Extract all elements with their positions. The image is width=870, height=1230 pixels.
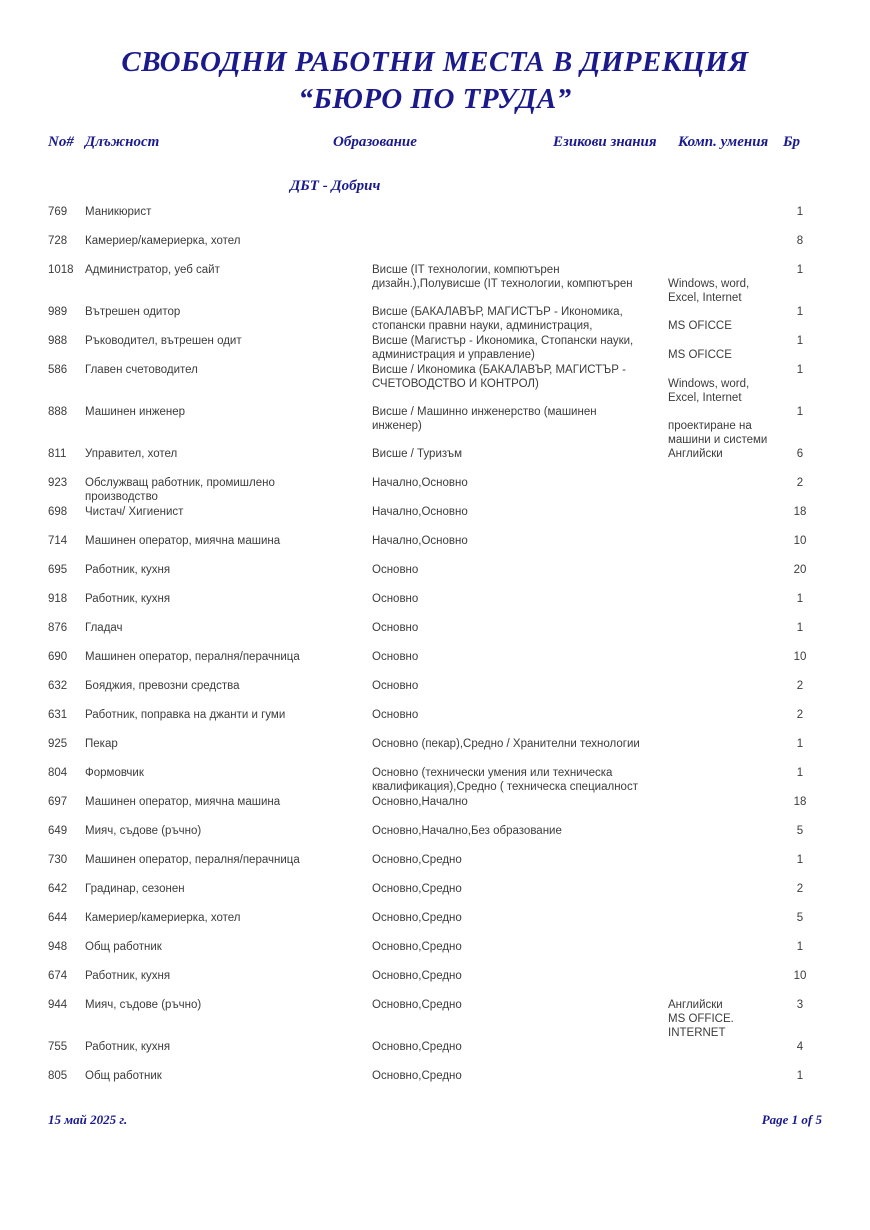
table-header-row (48, 134, 822, 154)
row-count: 1 (796, 738, 804, 750)
row-position-line: Машинен инженер (85, 406, 186, 418)
column-header-no: No# (48, 134, 74, 150)
footer-date: 15 май 2025 г. (48, 1112, 128, 1127)
table-row (48, 911, 822, 940)
column-header-computer: Комп. умения (678, 134, 769, 150)
column-header-languages: Езикови знания (553, 134, 657, 150)
row-no: 988 (48, 335, 68, 347)
row-education-line: Основно,Средно (372, 1070, 462, 1082)
row-education-line: Начално,Основно (372, 477, 468, 489)
row-no: 923 (48, 477, 68, 489)
row-computer-skills-line: INTERNET (668, 1027, 726, 1039)
row-position (85, 853, 372, 867)
row-count: 5 (796, 825, 804, 837)
row-education-line: Основно (пекар),Средно / Хранителни технологии (372, 738, 640, 750)
section-title: ДБТ - Добрич (290, 178, 381, 194)
row-no: 698 (48, 506, 68, 518)
row-education (372, 882, 668, 896)
table-row (48, 563, 822, 592)
row-no: 674 (48, 970, 68, 982)
row-position-line: Машинен оператор, пералня/перачница (85, 651, 300, 663)
row-education-line: Основно,Средно (372, 1041, 462, 1053)
row-count: 18 (793, 506, 807, 518)
row-count: 2 (796, 680, 804, 692)
row-education-line: Висше (БАКАЛАВЪР, МАГИСТЪР - Икономика, (372, 306, 623, 318)
row-education-line: Основно (372, 709, 419, 721)
row-position-line: Машинен оператор, пералня/перачница (85, 854, 300, 866)
table-row (48, 650, 822, 679)
row-skills-spacer (668, 363, 780, 377)
row-count: 6 (796, 448, 804, 460)
row-computer-skills-line: MS OFICCE (668, 349, 732, 361)
row-count: 10 (793, 535, 807, 547)
table-row (48, 708, 822, 737)
row-position (85, 766, 372, 780)
row-position-line: Мияч, съдове (ръчно) (85, 999, 202, 1011)
row-education-line: Висше / Туризъм (372, 448, 462, 460)
row-count: 18 (793, 796, 807, 808)
page-title-line-2: “БЮРО ПО ТРУДА” (298, 83, 572, 115)
row-no: 730 (48, 854, 68, 866)
column-header-education: Образование (333, 134, 417, 150)
row-no: 805 (48, 1070, 68, 1082)
table-row (48, 679, 822, 708)
row-position-line: Работник, кухня (85, 593, 171, 605)
row-education (372, 563, 668, 577)
row-no: 876 (48, 622, 68, 634)
row-computer-skills-line: Excel, Internet (668, 392, 742, 404)
row-count: 3 (796, 999, 804, 1011)
row-skills-spacer (668, 263, 780, 277)
row-education-line: СЧЕТОВОДСТВО И КОНТРОЛ) (372, 378, 539, 390)
row-count: 4 (796, 1041, 804, 1053)
row-education (372, 305, 668, 333)
row-position-line: Маникюрист (85, 206, 152, 218)
row-education-line: Основно,Средно (372, 941, 462, 953)
row-position (85, 1040, 372, 1054)
row-position-line: Работник, кухня (85, 970, 171, 982)
row-position (85, 679, 372, 693)
row-education-line: Основно (372, 622, 419, 634)
row-position-line: Камериер/камериерка, хотел (85, 235, 241, 247)
table-row (48, 305, 822, 334)
row-skills (668, 998, 780, 1040)
row-education-line: Основно,Начално,Без образование (372, 825, 562, 837)
row-education-line: Основно,Средно (372, 999, 462, 1011)
row-position-line: Управител, хотел (85, 448, 178, 460)
row-education (372, 969, 668, 983)
row-no: 644 (48, 912, 68, 924)
page-title-line-1: СВОБОДНИ РАБОТНИ МЕСТА В ДИРЕКЦИЯ (121, 46, 749, 78)
row-count: 2 (796, 709, 804, 721)
row-count: 5 (796, 912, 804, 924)
row-skills (668, 263, 780, 305)
row-computer-skills-line: Windows, word, (668, 378, 750, 390)
row-education (372, 679, 668, 693)
row-education (372, 911, 668, 925)
row-count: 10 (793, 651, 807, 663)
row-skills-spacer (668, 405, 780, 419)
row-count: 8 (796, 235, 804, 247)
row-education-line: дизайн.),Полувисше (IT технологии, компютърен (372, 278, 633, 290)
row-count: 1 (796, 941, 804, 953)
row-no: 811 (48, 448, 67, 460)
row-education (372, 1069, 668, 1083)
table-row (48, 795, 822, 824)
table-row (48, 263, 822, 305)
row-position-line: Общ работник (85, 1070, 162, 1082)
row-no: 989 (48, 306, 68, 318)
row-position-line: Обслужващ работник, промишлено (85, 477, 275, 489)
row-position (85, 205, 372, 219)
table-row (48, 998, 822, 1040)
row-education (372, 940, 668, 954)
row-position (85, 263, 372, 277)
row-education-line: стопански правни науки, администрация, (372, 320, 593, 332)
table-row (48, 476, 822, 505)
row-education (372, 621, 668, 635)
row-education (372, 505, 668, 519)
row-position-line: Общ работник (85, 941, 162, 953)
row-position-line: Работник, кухня (85, 1041, 171, 1053)
table-row (48, 363, 822, 405)
row-computer-skills-line: машини и системи (668, 434, 768, 446)
row-computer-skills-line: Excel, Internet (668, 292, 742, 304)
row-position (85, 940, 372, 954)
row-skills (668, 405, 780, 447)
row-count: 2 (796, 477, 804, 489)
row-position-line: Администратор, уеб сайт (85, 264, 220, 276)
row-count: 1 (796, 406, 804, 418)
row-count: 1 (796, 767, 804, 779)
row-no: 642 (48, 883, 68, 895)
table-row (48, 621, 822, 650)
row-position (85, 824, 372, 838)
row-skills (668, 363, 780, 405)
row-count: 2 (796, 883, 804, 895)
row-education-line: Основно (372, 564, 419, 576)
table-row (48, 334, 822, 363)
row-education-line: квалификация),Средно ( техническа специалност (372, 781, 638, 793)
table-row (48, 737, 822, 766)
row-position (85, 592, 372, 606)
row-position (85, 998, 372, 1012)
row-position-line: Бояджия, превозни средства (85, 680, 240, 692)
row-education (372, 334, 668, 362)
row-no: 769 (48, 206, 68, 218)
table-row (48, 205, 822, 234)
row-count: 1 (796, 622, 804, 634)
table-row (48, 405, 822, 447)
row-position-line: Камериер/камериерка, хотел (85, 912, 241, 924)
row-education-line: Основно (372, 593, 419, 605)
row-education (372, 853, 668, 867)
row-no: 714 (48, 535, 68, 547)
row-position-line: Мияч, съдове (ръчно) (85, 825, 202, 837)
row-position (85, 737, 372, 751)
row-computer-skills-line: Windows, word, (668, 278, 750, 290)
row-position-line: Чистач/ Хигиенист (85, 506, 184, 518)
row-position (85, 650, 372, 664)
row-position (85, 911, 372, 925)
row-position-line: Вътрешен одитор (85, 306, 181, 318)
row-education (372, 998, 668, 1012)
row-position (85, 708, 372, 722)
row-no: 948 (48, 941, 68, 953)
row-position (85, 234, 372, 248)
row-position-line: Работник, поправка на джанти и гуми (85, 709, 286, 721)
column-header-count: Бр (783, 134, 801, 150)
row-position-line: Формовчик (85, 767, 144, 779)
row-count: 1 (796, 1070, 804, 1082)
table-row (48, 969, 822, 998)
row-education (372, 476, 668, 490)
row-position-line: Работник, кухня (85, 564, 171, 576)
row-no: 631 (48, 709, 68, 721)
row-position (85, 1069, 372, 1083)
row-no: 944 (48, 999, 68, 1011)
row-education-line: Основно,Средно (372, 883, 462, 895)
row-skills (668, 305, 780, 333)
table-body (48, 205, 822, 1098)
row-position (85, 534, 372, 548)
row-computer-skills-line: MS OFFICE. (668, 1013, 734, 1025)
row-education-line: Висше / Икономика (БАКАЛАВЪР, МАГИСТЪР - (372, 364, 626, 376)
row-no: 804 (48, 767, 68, 779)
row-no: 690 (48, 651, 68, 663)
row-education-line: Висше (Магистър - Икономика, Стопански науки, (372, 335, 634, 347)
row-position (85, 505, 372, 519)
table-row (48, 592, 822, 621)
row-education-line: Основно,Средно (372, 854, 462, 866)
row-position (85, 447, 372, 461)
row-education-line: Висше / Машинно инженерство (машинен (372, 406, 597, 418)
row-computer-skills-line: MS OFICCE (668, 320, 732, 332)
row-education (372, 592, 668, 606)
row-education (372, 1040, 668, 1054)
row-no: 649 (48, 825, 68, 837)
row-skills-spacer (668, 334, 780, 348)
row-education-line: инженер) (372, 420, 422, 432)
row-education-line: Основно (технически умения или техническа (372, 767, 613, 779)
row-education (372, 650, 668, 664)
row-position-line: Градинар, сезонен (85, 883, 185, 895)
row-count: 1 (796, 335, 804, 347)
row-education (372, 534, 668, 548)
row-education-line: администрация и управление) (372, 349, 535, 361)
row-position (85, 621, 372, 635)
row-education-line: Висше (IT технологии, компютърен (372, 264, 560, 276)
row-position (85, 563, 372, 577)
row-position (85, 795, 372, 809)
row-position (85, 305, 372, 319)
table-row (48, 1069, 822, 1098)
table-row (48, 234, 822, 263)
row-education (372, 708, 668, 722)
row-position (85, 969, 372, 983)
row-education-line: Основно (372, 680, 419, 692)
row-count: 1 (796, 854, 804, 866)
row-education-line: Начално,Основно (372, 535, 468, 547)
row-education (372, 824, 668, 838)
row-no: 755 (48, 1041, 68, 1053)
row-count: 1 (796, 206, 804, 218)
table-row (48, 940, 822, 969)
row-no: 695 (48, 564, 68, 576)
row-position (85, 334, 372, 348)
row-no: 1018 (48, 264, 74, 276)
row-no: 918 (48, 593, 68, 605)
row-no: 888 (48, 406, 68, 418)
row-position (85, 882, 372, 896)
row-count: 1 (796, 364, 804, 376)
row-position-line: Гладач (85, 622, 123, 634)
row-education (372, 795, 668, 809)
row-position-line: Машинен оператор, миячна машина (85, 796, 281, 808)
page-footer (48, 1112, 822, 1128)
row-language: Английски (668, 999, 723, 1011)
row-no: 697 (48, 796, 68, 808)
row-education (372, 405, 668, 433)
row-position-line: производство (85, 491, 158, 503)
row-position-line: Главен счетоводител (85, 364, 198, 376)
footer-page-number: Page 1 of 5 (761, 1112, 822, 1127)
row-education (372, 766, 668, 794)
row-position (85, 405, 372, 419)
row-position-line: Машинен оператор, миячна машина (85, 535, 281, 547)
row-education-line: Начално,Основно (372, 506, 468, 518)
page-title (48, 44, 822, 118)
row-skills-spacer (668, 305, 780, 319)
row-no: 728 (48, 235, 68, 247)
table-row (48, 505, 822, 534)
row-no: 586 (48, 364, 68, 376)
row-position (85, 363, 372, 377)
row-education-line: Основно,Средно (372, 970, 462, 982)
row-count: 10 (793, 970, 807, 982)
row-position (85, 476, 372, 504)
row-education-line: Основно,Начално (372, 796, 468, 808)
row-count: 1 (796, 306, 804, 318)
row-position-line: Пекар (85, 738, 118, 750)
row-education-line: Основно (372, 651, 419, 663)
row-education (372, 363, 668, 391)
row-no: 925 (48, 738, 68, 750)
table-row (48, 534, 822, 563)
row-education (372, 447, 668, 461)
table-row (48, 853, 822, 882)
row-count: 20 (793, 564, 807, 576)
row-education-line: Основно,Средно (372, 912, 462, 924)
table-row (48, 766, 822, 795)
table-row (48, 882, 822, 911)
row-language: Английски (668, 448, 723, 460)
row-no: 632 (48, 680, 68, 692)
row-count: 1 (796, 593, 804, 605)
row-computer-skills-line: проектиране на (668, 420, 752, 432)
row-education (372, 737, 668, 751)
column-header-position: Длъжност (85, 134, 160, 150)
row-count: 1 (796, 264, 804, 276)
row-skills (668, 334, 780, 362)
row-position-line: Ръководител, вътрешен одит (85, 335, 242, 347)
row-education (372, 263, 668, 291)
table-row (48, 447, 822, 476)
table-row (48, 1040, 822, 1069)
row-skills (668, 447, 780, 461)
table-row (48, 824, 822, 853)
